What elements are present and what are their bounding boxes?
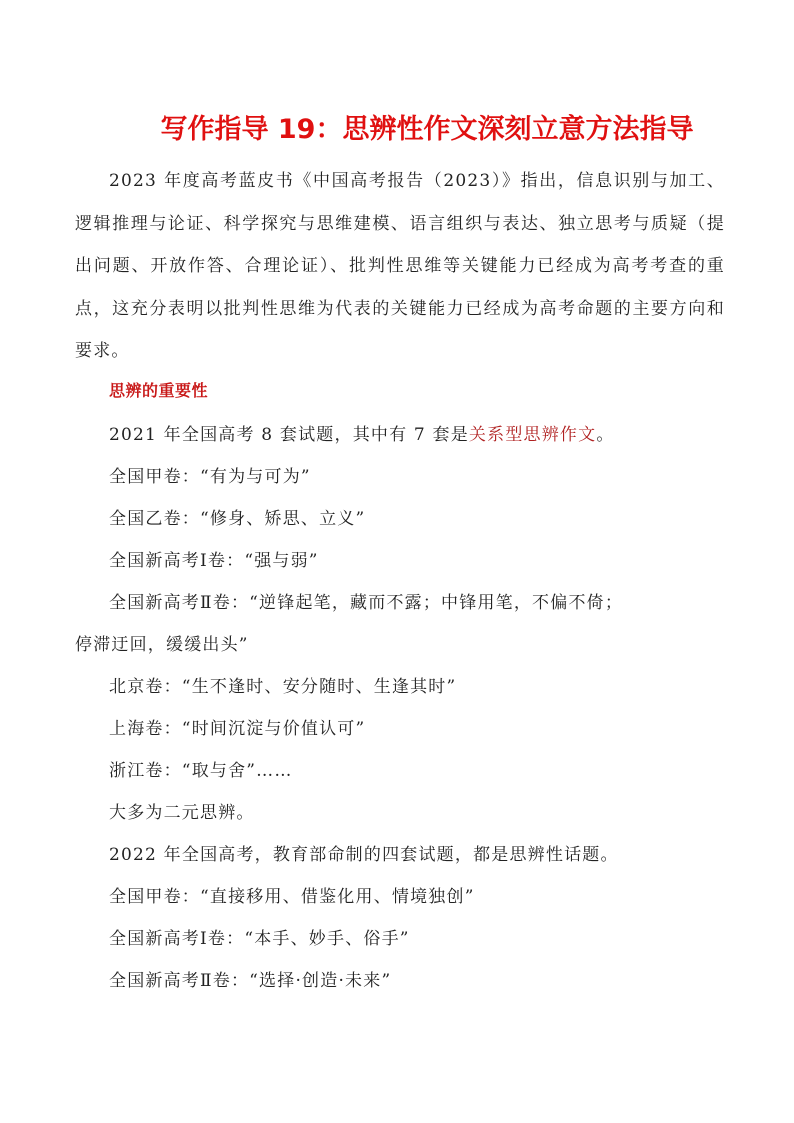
list-item: 大多为二元思辨。 [109,803,255,823]
intro-paragraph: 2023 年度高考蓝皮书《中国高考报告（2023）》指出，信息识别与加工、逻辑推理与论证、科学探究与思维建模、语言组织与表达、独立思考与质疑（提出问题、开放作答、合理论证）、批判性思维等关键能力已经成为高考考查的重点，这充分表明以批判性思维为代表的关键能力已经成为高考命题的主要方向和要求。 [75,171,725,361]
list-item: 上海卷：“时间沉淀与价值认可” [109,719,366,739]
list-item: 全国新高考Ⅰ卷：“本手、妙手、俗手” [109,929,410,949]
list-item: 全国乙卷：“修身、矫思、立义” [109,509,366,529]
line-2021 [109,422,615,448]
list-item: 北京卷：“生不逢时、安分随时、生逢其时” [109,677,457,697]
line-2022: 2022 年全国高考，教育部命制的四套试题，都是思辨性话题。 [109,845,619,865]
list-item: 全国新高考Ⅱ卷：“选择·创造·未来” [109,971,392,991]
list-item: 全国甲卷：“直接移用、借鉴化用、情境独创” [109,887,475,907]
list-item: 全国新高考Ⅱ卷：“逆锋起笔，藏而不露；中锋用笔，不偏不倚； [109,593,624,613]
list-item: 浙江卷：“取与舍”…… [109,761,293,781]
list-item-continuation: 停滞迂回，缓缓出头” [75,635,249,655]
page-title: 写作指导 19：思辨性作文深刻立意方法指导 [160,114,694,145]
list-item: 全国新高考Ⅰ卷：“强与弱” [109,551,319,571]
line-2021-prefix: 2021 年全国高考 8 套试题，其中有 7 套是 [109,425,469,445]
line-2021-highlight: 关系型思辨作文 [468,425,597,445]
list-item: 全国甲卷：“有为与可为” [109,467,311,487]
section-heading: 思辨的重要性 [109,381,209,400]
line-2021-suffix: 。 [596,425,615,445]
